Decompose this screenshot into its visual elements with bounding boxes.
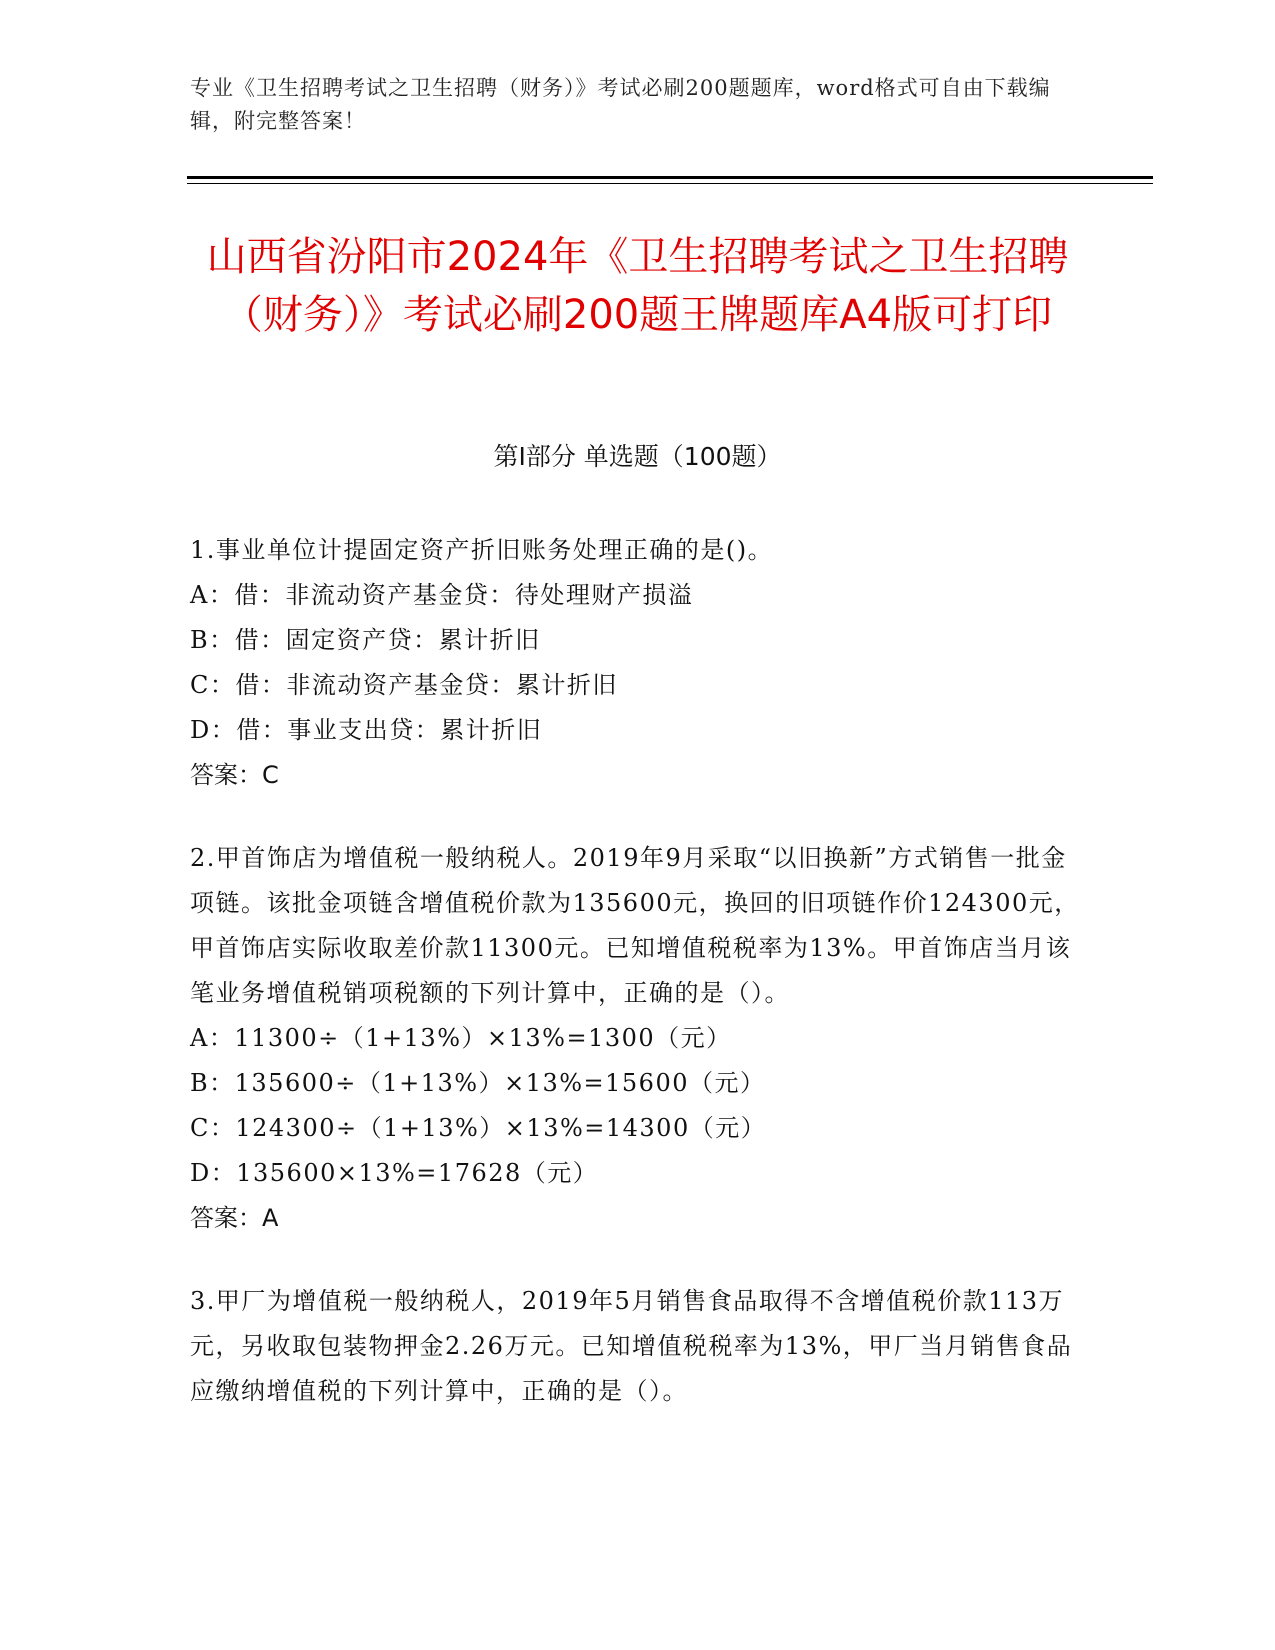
document-title: 山西省汾阳市2024年《卫生招聘考试之卫生招聘（财务）》考试必刷200题王牌题库A4版可打印: [206, 234, 1069, 338]
question-stem: 2.甲首饰店为增值税一般纳税人。2019年9月采取“以旧换新”方式销售一批金项链。该批金项链含增值税价款为135600元，换回的旧项链作价124300元，甲首饰店实际收取差价款11300元。已知增值税税率为13%。甲首饰店当月该笔业务增值税销项税额的下列计算中，正确的是（）。: [190, 844, 1080, 1007]
option-b: B：135600÷（1+13%）×13%=15600（元）: [190, 1069, 766, 1097]
header-divider-thin: [187, 183, 1153, 184]
option-d: D：135600×13%=17628（元）: [190, 1159, 599, 1187]
option-d: D：借：事业支出贷：累计折旧: [190, 716, 543, 744]
question-1: [190, 528, 1085, 798]
question-stem: 3.甲厂为增值税一般纳税人，2019年5月销售食品取得不含增值税价款113万元，另收取包装物押金2.26万元。已知增值税税率为13%，甲厂当月销售食品应缴纳增值税的下列计算中，正确的是（）。: [190, 1287, 1073, 1405]
question-list: [190, 528, 1085, 1452]
section-heading: 第I部分 单选题（100题）: [493, 442, 782, 471]
option-a: A：11300÷（1+13%）×13%=1300（元）: [190, 1024, 732, 1052]
option-c: C：124300÷（1+13%）×13%=14300（元）: [190, 1114, 767, 1142]
answer: 答案：A: [190, 1204, 279, 1232]
option-b: B：借：固定资产贷：累计折旧: [190, 626, 541, 654]
answer: 答案：C: [190, 761, 279, 789]
option-c: C：借：非流动资产基金贷：累计折旧: [190, 671, 618, 699]
header-divider-thick: [187, 176, 1153, 179]
question-stem: 1.事业单位计提固定资产折旧账务处理正确的是()。: [190, 536, 774, 564]
question-3: [190, 1279, 1085, 1414]
header-note: 专业《卫生招聘考试之卫生招聘（财务）》考试必刷200题题库，word格式可自由下载编辑，附完整答案！: [190, 76, 1051, 133]
question-2: [190, 836, 1085, 1241]
option-a: A：借：非流动资产基金贷：待处理财产损溢: [190, 581, 694, 609]
